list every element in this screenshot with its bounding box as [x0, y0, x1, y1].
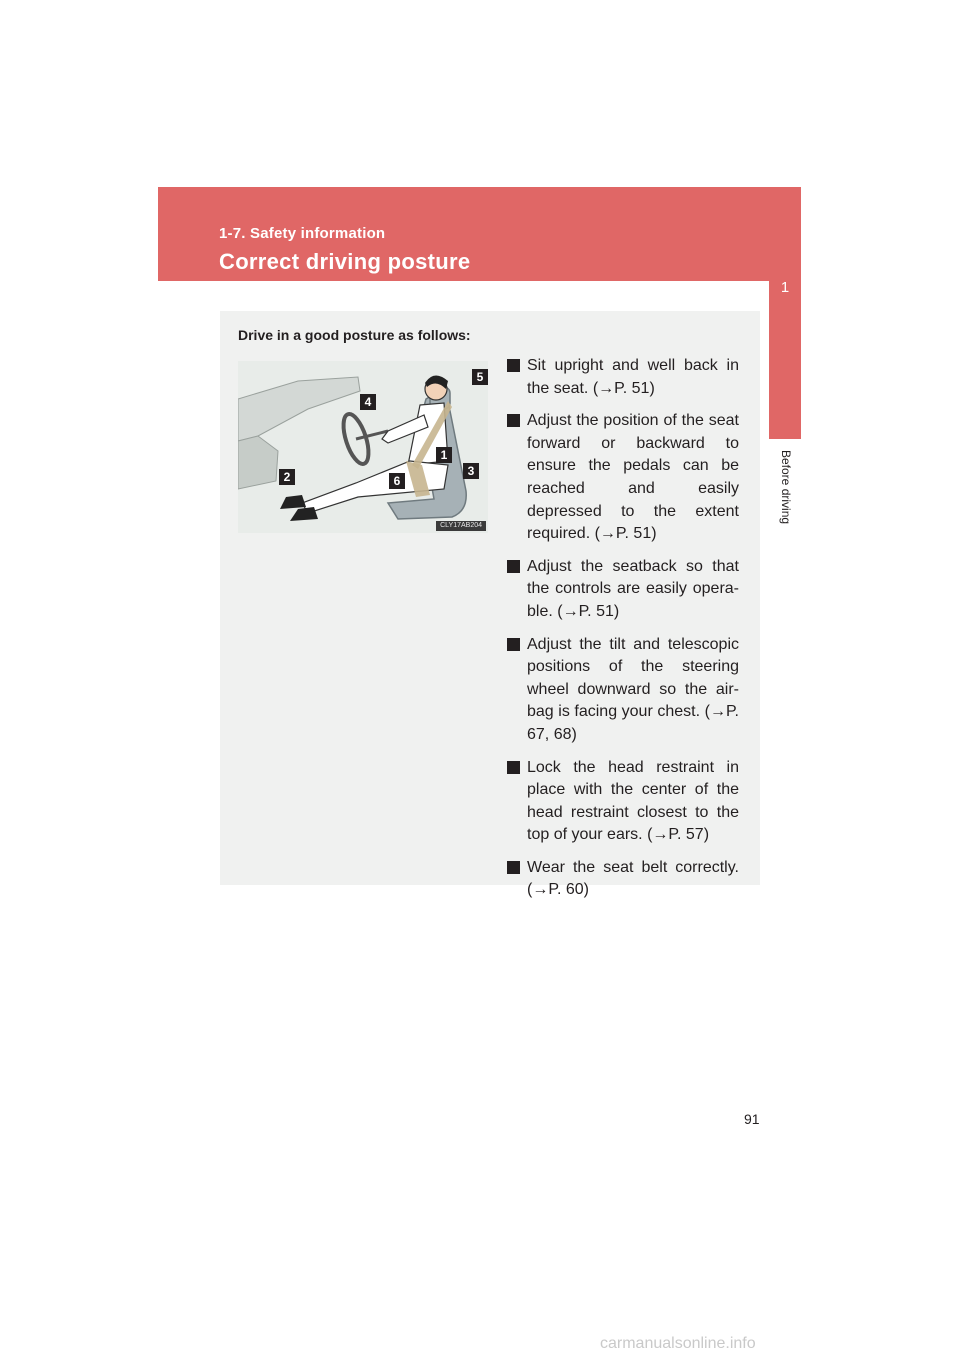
callout-6: 6 — [389, 473, 405, 489]
chapter-side-tab[interactable] — [769, 187, 801, 439]
chapter-header — [158, 187, 801, 281]
posture-info-box — [220, 311, 760, 899]
page-title: Correct driving posture — [219, 249, 471, 274]
callout-1: 1 — [436, 447, 452, 463]
callout-3: 3 — [463, 463, 479, 479]
step-1-icon — [507, 359, 520, 372]
step-text: Adjust the seatback so that the controls are easily opera-ble. (→P. 51) — [527, 557, 739, 620]
page-number: 91 — [744, 1111, 760, 1127]
list-item — [507, 857, 739, 902]
callout-5: 5 — [472, 369, 488, 385]
list-item — [507, 556, 739, 624]
image-code: CLY17AB204 — [436, 521, 486, 531]
step-text: Adjust the position of the seat forward or backward to ensure the pedals can be reached and easily depressed to the extent required. (→P. 51) — [527, 412, 739, 543]
list-item — [507, 410, 739, 546]
list-item — [507, 355, 739, 400]
step-text: Wear the seat belt correctly. (→P. 60) — [527, 858, 739, 899]
step-text: Adjust the tilt and telescopic positions of the steering wheel downward so the air-bag is facing your chest. (→P. 67, 68) — [527, 635, 739, 743]
step-text: Lock the head restraint in place with the center of the head restraint closest to the top of your ears. (→P. 57) — [527, 758, 739, 844]
driving-posture-illustration — [238, 361, 488, 533]
chapter-label: Before driving — [779, 450, 793, 525]
list-item — [507, 634, 739, 747]
step-text: Sit upright and well back in the seat. (→P. 51) — [527, 357, 739, 397]
chapter-number: 1 — [780, 279, 790, 296]
callout-2: 2 — [279, 469, 295, 485]
watermark[interactable]: carmanualsonline.info — [600, 1335, 756, 1352]
step-3-icon — [507, 560, 520, 573]
intro-text: Drive in a good posture as follows: — [238, 327, 471, 343]
step-6-icon — [507, 861, 520, 874]
posture-steps-list — [507, 355, 739, 912]
list-item — [507, 757, 739, 847]
section-label: 1-7. Safety information — [219, 225, 386, 242]
step-5-icon — [507, 761, 520, 774]
step-4-icon — [507, 638, 520, 651]
step-2-icon — [507, 414, 520, 427]
callout-4: 4 — [360, 394, 376, 410]
